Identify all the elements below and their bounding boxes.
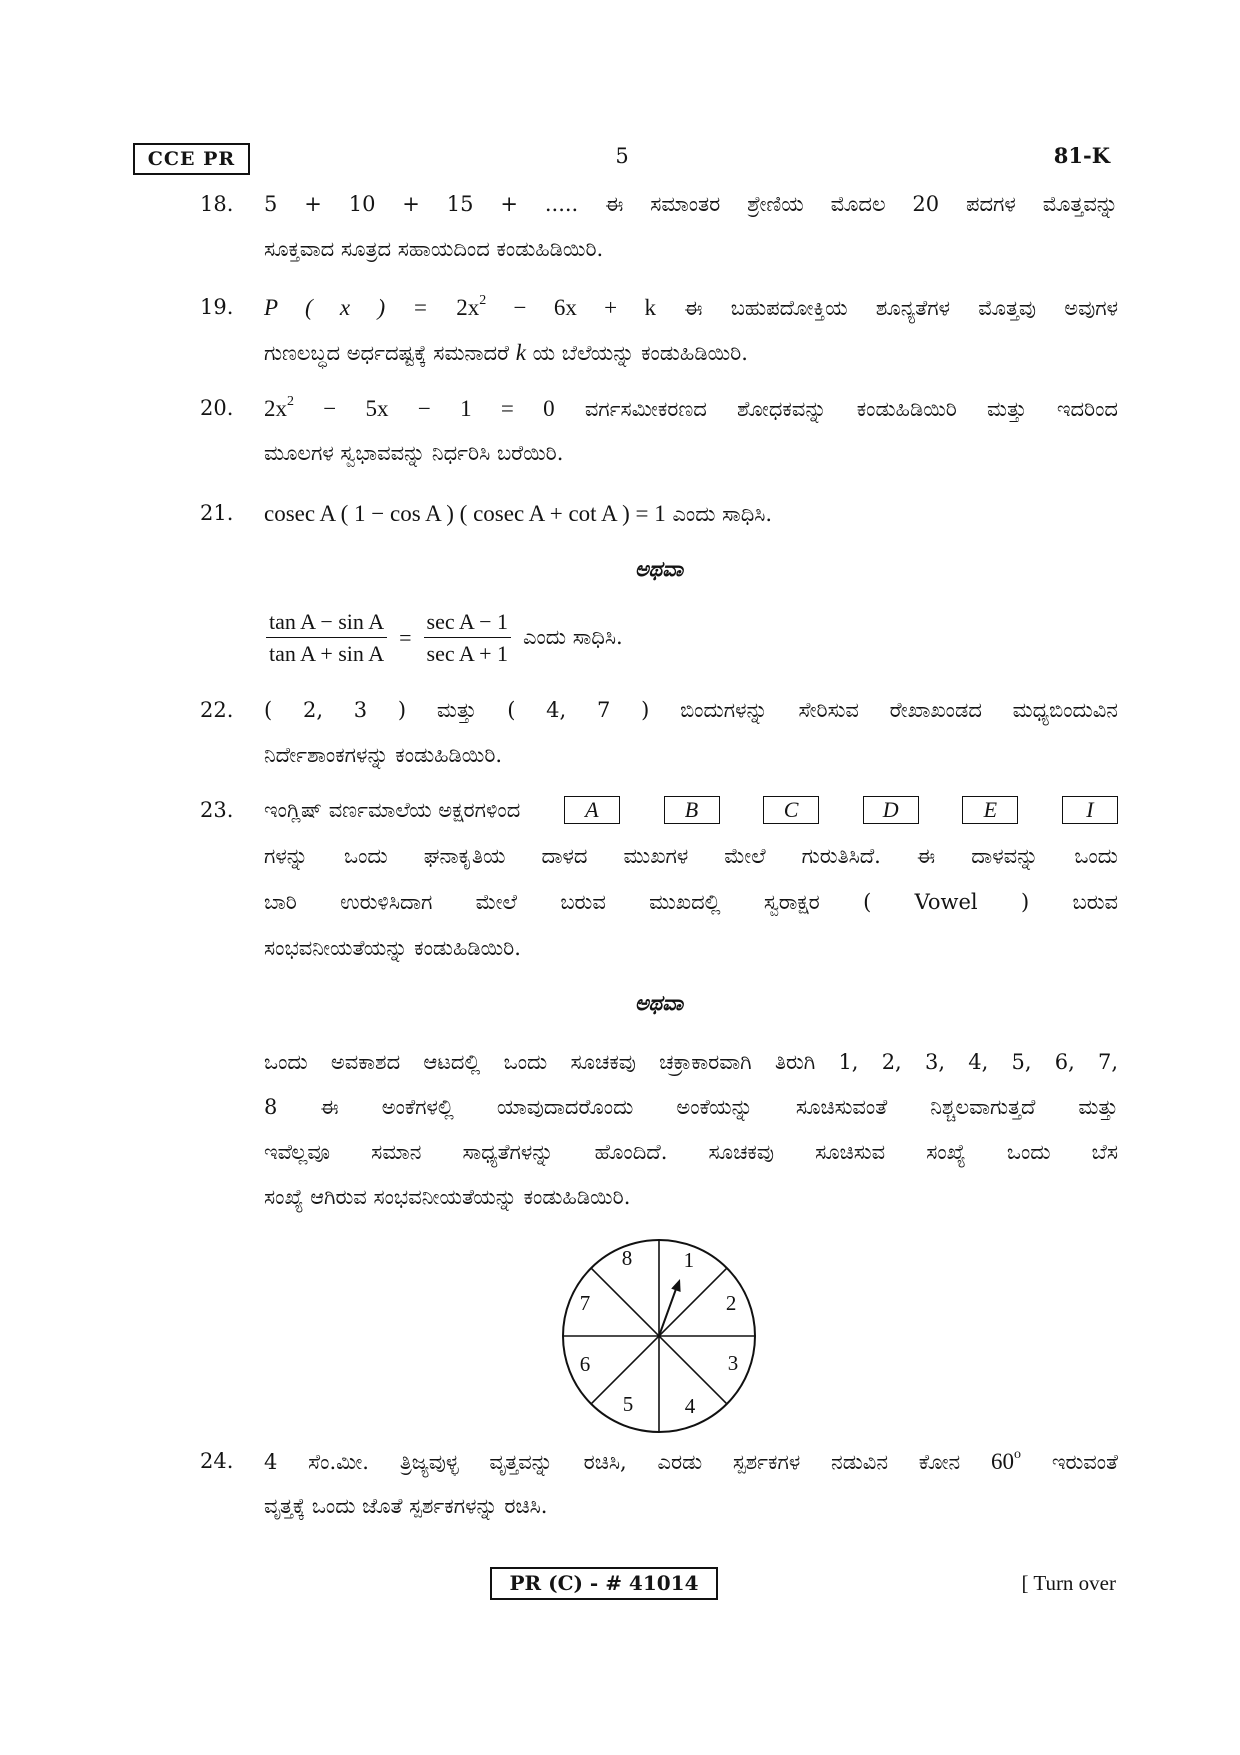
or-separator: ಅಥವಾ	[634, 556, 684, 581]
eq-term: 2x	[264, 396, 287, 421]
question-19	[200, 285, 1118, 375]
quadratic-equation	[264, 396, 555, 421]
question-text-line	[264, 285, 1118, 330]
letter-box-a: A	[564, 796, 620, 824]
question-text-line: ಸಂಖ್ಯೆ ಆಗಿರುವ ಸಂಭವನೀಯತೆಯನ್ನು ಕಂಡುಹಿಡಿಯಿರಿ.	[264, 1185, 631, 1209]
spinner-label: 5	[622, 1392, 634, 1416]
letter-box-d: D	[863, 796, 919, 824]
spinner-label: 6	[579, 1352, 591, 1376]
eq-exponent: 2	[287, 394, 294, 410]
question-text: ಈ ಬಹುಪದೋಕ್ತಿಯ ಶೂನ್ಯತೆಗಳ ಮೊತ್ತವು ಅವುಗಳ	[684, 296, 1118, 320]
eq-term: − 5x − 1 = 0	[323, 396, 555, 421]
question-number: 21.	[200, 501, 234, 525]
question-number: 18.	[200, 192, 234, 216]
question-body	[264, 1439, 1118, 1529]
question-number: 20.	[200, 396, 234, 420]
question-text-line: ನಿರ್ದೇಶಾಂಕಗಳನ್ನು ಕಂಡುಹಿಡಿಯಿರಿ.	[264, 743, 503, 767]
question-number: 19.	[200, 295, 234, 319]
question-23-alternate	[200, 1040, 1118, 1220]
spinner-label: 1	[683, 1248, 695, 1272]
question-text-line	[264, 1439, 1118, 1484]
paper-code: 81-K	[1053, 143, 1110, 168]
question-text-line: ( 2, 3 ) ಮತ್ತು ( 4, 7 ) ಬಿಂದುಗಳನ್ನು ಸೇರಿಸುವ ರೇಖಾಖಂಡದ ಮಧ್ಯಬಿಂದುವಿನ	[264, 698, 1118, 722]
fraction-left	[266, 608, 387, 667]
paper-reference-box: PR (C) - # 41014	[490, 1567, 718, 1600]
question-text-line	[264, 491, 1118, 536]
poly-term: − 6x + k	[513, 295, 656, 320]
page-number: 5	[615, 144, 629, 168]
letter-box-e: E	[962, 796, 1018, 824]
numerator: tan A − sin A	[269, 609, 385, 634]
question-text-line: ಬಾರಿ ಉರುಳಿಸಿದಾಗ ಮೇಲೆ ಬರುವ ಮುಖದಲ್ಲಿ ಸ್ವರಾಕ್ಷರ ( Vowel ) ಬರುವ	[264, 890, 1118, 914]
spinner-diagram	[559, 1236, 759, 1436]
question-body	[264, 787, 1118, 971]
question-text: ಎಂದು ಸಾಧಿಸಿ.	[672, 502, 773, 526]
angle-number: 60	[991, 1449, 1015, 1474]
question-text-line: 5 + 10 + 15 + ..... ಈ ಸಮಾಂತರ ಶ್ರೇಣಿಯ ಮೊದಲ 20 ಪದಗಳ ಮೊತ್ತವನ್ನು	[264, 192, 1118, 216]
fraction-right	[424, 608, 511, 667]
question-text-line	[264, 386, 1118, 431]
question-text: ಎಂದು ಸಾಧಿಸಿ.	[522, 625, 623, 649]
denominator: sec A + 1	[424, 637, 511, 667]
question-body	[264, 688, 1118, 778]
degree-mark: o	[1014, 1447, 1022, 1463]
question-body	[264, 386, 1118, 476]
question-body	[264, 1040, 1118, 1220]
question-text: 4 ಸೆಂ.ಮೀ. ತ್ರಿಜ್ಯವುಳ್ಳ ವೃತ್ತವನ್ನು ರಚಿಸಿ, ಎರಡು ಸ್ಪರ್ಶಕಗಳ ನಡುವಿನ ಕೋನ	[264, 1450, 961, 1474]
question-text-line: ಒಂದು ಅವಕಾಶದ ಆಟದಲ್ಲಿ ಒಂದು ಸೂಚಕವು ಚಕ್ರಾಕಾರವಾಗಿ ತಿರುಗಿ 1, 2, 3, 4, 5, 6, 7,	[264, 1050, 1118, 1074]
question-text: ಯ ಬೆಲೆಯನ್ನು ಕಂಡುಹಿಡಿಯಿರಿ.	[532, 341, 748, 365]
trig-identity: cosec A ( 1 − cos A ) ( cosec A + cot A ) = 1	[264, 501, 666, 526]
question-body	[264, 182, 1118, 272]
letter-box-c: C	[763, 796, 819, 824]
question-text-line: ಸಂಭವನೀಯತೆಯನ್ನು ಕಂಡುಹಿಡಿಯಿರಿ.	[264, 936, 521, 960]
question-text-line: ವೃತ್ತಕ್ಕೆ ಒಂದು ಜೊತೆ ಸ್ಪರ್ಶಕಗಳನ್ನು ರಚಿಸಿ.	[264, 1494, 548, 1518]
poly-term: 2x	[456, 295, 480, 320]
letter-box-b: B	[664, 796, 720, 824]
angle-value	[991, 1449, 1021, 1474]
question-text: ಗುಣಲಬ್ಧದ ಅರ್ಧದಷ್ಟಕ್ಕೆ ಸಮನಾದರೆ	[264, 341, 510, 365]
question-text-line: ಮೂಲಗಳ ಸ್ವಭಾವವನ್ನು ನಿರ್ಧರಿಸಿ ಬರೆಯಿರಿ.	[264, 441, 564, 465]
poly-exponent: 2	[479, 293, 487, 309]
question-24	[200, 1439, 1118, 1529]
equals-sign: =	[399, 624, 412, 650]
question-text-line	[264, 787, 1118, 833]
question-18	[200, 182, 1118, 272]
question-body	[264, 491, 1118, 536]
question-text-line	[264, 330, 1118, 375]
question-text-line: ಸೂಕ್ತವಾದ ಸೂತ್ರದ ಸಹಾಯದಿಂದ ಕಂಡುಹಿಡಿಯಿರಿ.	[264, 237, 604, 261]
function-notation: P ( x ) =	[264, 295, 428, 320]
spinner-label: 4	[684, 1394, 696, 1418]
spinner-label: 7	[579, 1291, 591, 1315]
question-text-line: ಇವೆಲ್ಲವೂ ಸಮಾನ ಸಾಧ್ಯತೆಗಳನ್ನು ಹೊಂದಿದೆ. ಸೂಚಕವು ಸೂಚಿಸುವ ಸಂಖ್ಯೆ ಒಂದು ಬೆಸ	[264, 1140, 1118, 1164]
denominator: tan A + sin A	[266, 637, 387, 667]
question-text: ಇರುವಂತೆ	[1051, 1450, 1119, 1474]
spinner-pointer	[659, 1279, 681, 1336]
question-21	[200, 491, 1118, 536]
question-23	[200, 787, 1118, 971]
letter-box-i: I	[1062, 796, 1118, 824]
variable: k	[515, 340, 526, 365]
question-body	[264, 285, 1118, 375]
question-number: 22.	[200, 698, 234, 722]
or-separator: ಅಥವಾ	[634, 990, 684, 1015]
turn-over-note: [ Turn over	[1021, 1571, 1116, 1595]
spinner-label: 8	[621, 1246, 633, 1270]
spinner-label: 2	[725, 1291, 737, 1315]
polynomial-expression	[456, 295, 656, 320]
question-text-line: ಗಳನ್ನು ಒಂದು ಘನಾಕೃತಿಯ ದಾಳದ ಮುಖಗಳ ಮೇಲೆ ಗುರುತಿಸಿದೆ. ಈ ದಾಳವನ್ನು ಒಂದು	[264, 844, 1118, 868]
question-22	[200, 688, 1118, 778]
question-text: ವರ್ಗಸಮೀಕರಣದ ಶೋಧಕವನ್ನು ಕಂಡುಹಿಡಿಯಿರಿ ಮತ್ತು ಇದರಿಂದ	[584, 397, 1118, 421]
question-text-line: 8 ಈ ಅಂಕೆಗಳಲ್ಲಿ ಯಾವುದಾದರೊಂದು ಅಂಕೆಯನ್ನು ಸೂಚಿಸುವಂತೆ ನಿಶ್ಚಲವಾಗುತ್ತದೆ ಮತ್ತು	[264, 1095, 1118, 1119]
question-20	[200, 386, 1118, 476]
alternate-identity	[266, 608, 623, 667]
question-text: ಇಂಗ್ಲಿಷ್ ವರ್ಣಮಾಲೆಯ ಅಕ್ಷರಗಳಿಂದ	[264, 798, 521, 822]
exam-code-box: CCE PR	[133, 143, 250, 175]
spinner-label: 3	[727, 1351, 739, 1375]
question-number: 23.	[200, 798, 234, 822]
numerator: sec A − 1	[426, 609, 508, 634]
question-number: 24.	[200, 1449, 234, 1473]
